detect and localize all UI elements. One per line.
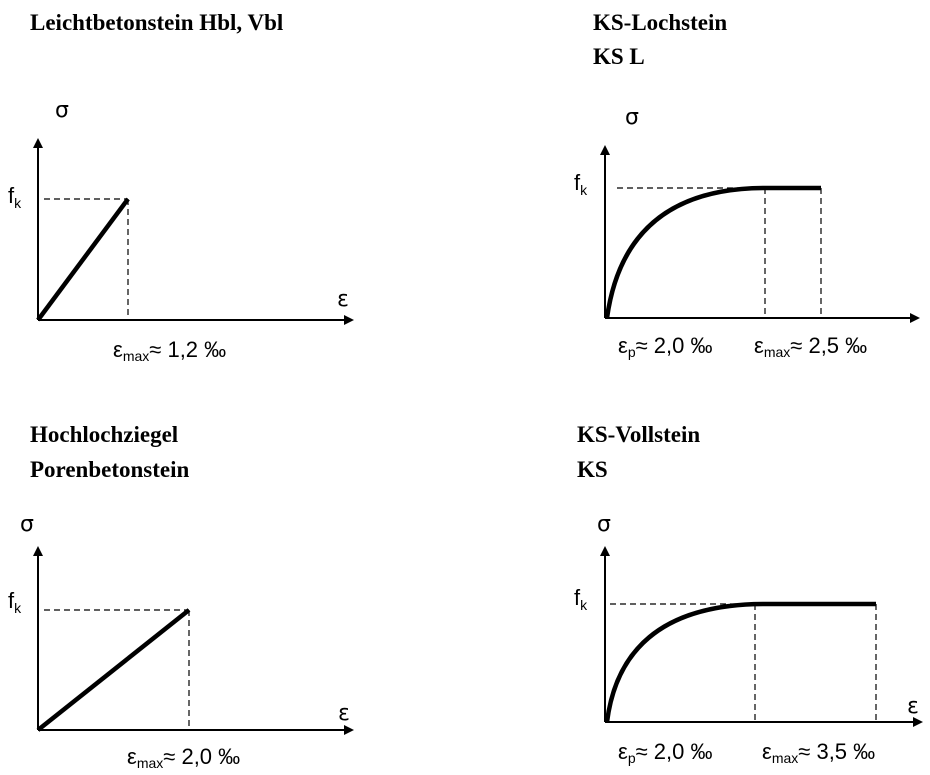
eps-max-annotation: εmax≈ 2,0 ‰ [127,744,241,771]
stress-strain-line [38,199,128,320]
fk-label: $f_k$ [8,588,22,616]
panel-ks-vollstein [574,422,921,766]
panel-leichtbetonstein [8,10,352,364]
eps-max-annotation: εmax≈ 2,5 ‰ [754,333,868,360]
eps-p-annotation: εp≈ 2,0 ‰ [618,333,713,360]
panel-ks-lochstein [574,10,918,360]
eps-max-annotation: εmax≈ 3,5 ‰ [762,739,876,766]
y-axis-label: σ [625,105,639,130]
parabola-rectangle-curve [607,604,876,722]
panel-hochlochziegel [8,422,352,771]
panel-title-line-2: Porenbetonstein [30,457,190,482]
stress-strain-line [38,610,189,730]
fk-label: $f_k$ [574,585,588,613]
eps-p-annotation: εp≈ 2,0 ‰ [618,739,713,766]
x-axis-label: ε [337,287,349,312]
panel-title-line-1: Hochlochziegel [30,422,179,447]
panel-title-line-2: KS [577,457,608,482]
x-axis-label: ε [907,694,919,719]
fk-label: $f_k$ [8,183,22,211]
x-axis-label: ε [338,701,350,726]
panel-title-line-1: Leichtbetonstein Hbl, Vbl [30,10,284,35]
parabola-rectangle-curve [607,188,821,318]
panel-title-line-1: KS-Lochstein [593,10,728,35]
y-axis-label: σ [597,512,611,537]
panel-title-line-2: KS L [593,44,645,69]
fk-label: $f_k$ [574,170,588,198]
y-axis-label: σ [55,98,69,123]
eps-max-annotation: εmax≈ 1,2 ‰ [113,337,227,364]
panel-title-line-1: KS-Vollstein [577,422,701,447]
y-axis-label: σ [20,512,34,537]
